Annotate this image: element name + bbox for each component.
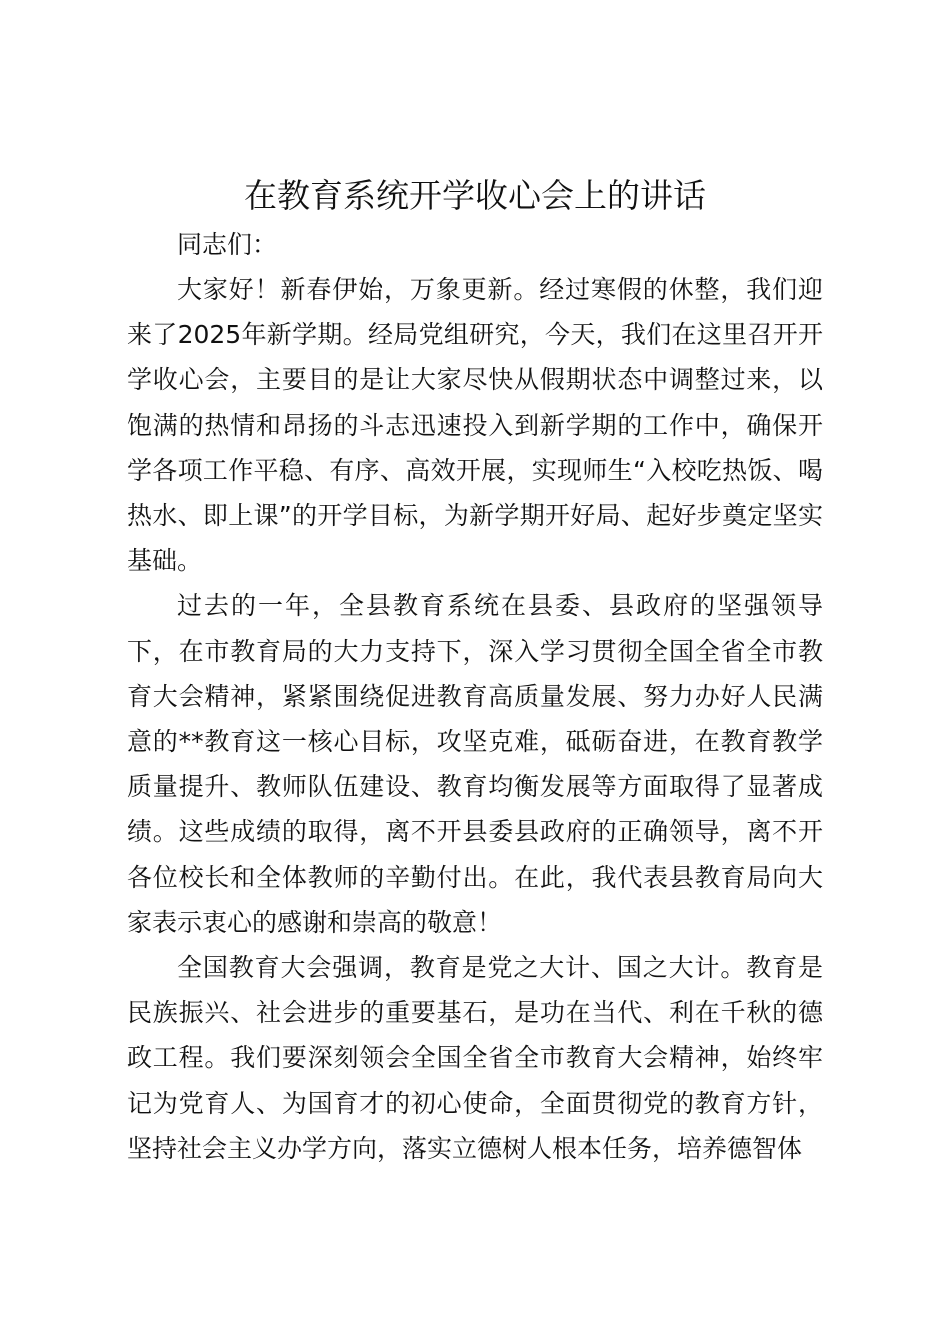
- paragraph-opening: 大家好！新春伊始，万象更新。经过寒假的休整，我们迎来了2025年新学期。经局党组研究，今天，我们在这里召开开学收心会，主要目的是让大家尽快从假期状态中调整过来，以饱满的热情和昂扬的斗志迅速投入到新学期的工作中，确保开学各项工作平稳、有序、高效开展，实现师生“入校吃热饭、喝热水、即上课”的开学目标，为新学期开好局、起好步奠定坚实基础。: [127, 275, 823, 576]
- document-title: 在教育系统开学收心会上的讲话: [244, 176, 706, 215]
- paragraph-past-year: 过去的一年，全县教育系统在县委、县政府的坚强领导下，在市教育局的大力支持下，深入学习贯彻全国全省全市教育大会精神，紧紧围绕促进教育高质量发展、努力办好人民满意的**教育这一核心目标，攻坚克难，砥砺奋进，在教育教学质量提升、教师队伍建设、教育均衡发展等方面取得了显著成绩。这些成绩的取得，离不开县委县政府的正确领导，离不开各位校长和全体教师的辛勤付出。在此，我代表县教育局向大家表示衷心的感谢和崇高的敬意！: [127, 591, 823, 937]
- document-body: [127, 170, 823, 1171]
- paragraph-education-conference: 全国教育大会强调，教育是党之大计、国之大计。教育是民族振兴、社会进步的重要基石，是功在当代、利在千秋的德政工程。我们要深刻领会全国全省全市教育大会精神，始终牢记为党育人、为国育才的初心使命，全面贯彻党的教育方针，坚持社会主义办学方向，落实立德树人根本任务，培养德智体: [127, 953, 823, 1163]
- salutation: 同志们：: [177, 230, 278, 259]
